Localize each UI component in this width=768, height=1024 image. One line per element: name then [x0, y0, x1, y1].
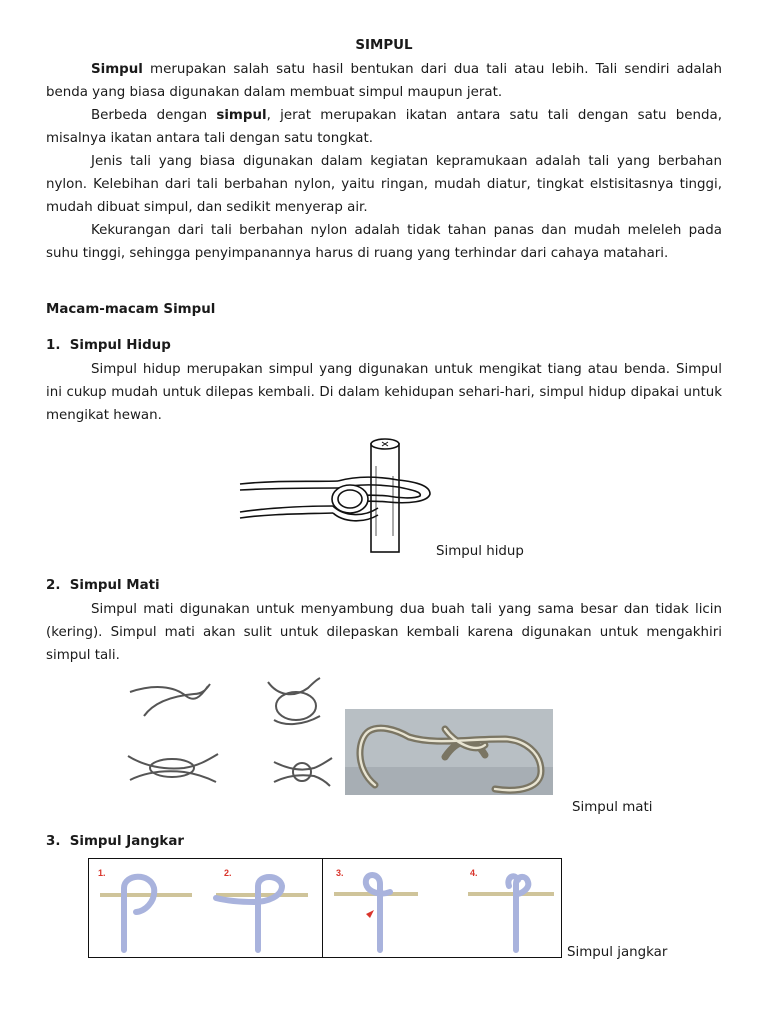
step-label-2: 2.	[224, 868, 232, 878]
simpul-mati-steps-illustration	[124, 676, 334, 800]
knot-heading-hidup: 1. Simpul Hidup	[46, 338, 171, 353]
knot-text-hidup: Simpul hidup merupakan simpul yang digunakan untuk mengikat tiang atau benda. Simpul ini cukup mudah untuk dilepas kembali. Di dalam kehidupan sehari-hari, simpul hidup dipakai untuk mengikat hewan.	[46, 362, 722, 423]
rope-line	[240, 481, 338, 484]
simpul-jangkar-illustration	[88, 858, 562, 959]
simpul-mati-photo	[345, 709, 553, 795]
intro-paragraph-1: Simpul merupakan salah satu hasil bentukan dari dua tali atau lebih. Tali sendiri adalah benda yang biasa digunakan dalam membuat simpul maupun jerat.	[46, 62, 722, 100]
caption-simpul-mati: Simpul mati	[572, 800, 653, 815]
simpul-hidup-illustration	[238, 436, 444, 560]
intro-paragraph-4: Kekurangan dari tali berbahan nylon adalah tidak tahan panas dan mudah meleleh pada suhu tinggi, sehingga penyimpanannya harus di ruang yang terhindar dari cahaya matahari.	[46, 223, 722, 261]
pole-shape	[371, 444, 399, 552]
step-label-4: 4.	[470, 868, 478, 878]
step-label-1: 1.	[98, 868, 106, 878]
section-heading: Macam-macam Simpul	[46, 302, 216, 317]
intro-paragraph-2: Berbeda dengan simpul, jerat merupakan ikatan antara satu tali dengan satu benda, misalnya ikatan antara tali dengan satu tongkat.	[46, 108, 722, 146]
page-title: SIMPUL	[355, 38, 413, 53]
knot-text-mati: Simpul mati digunakan untuk menyambung dua buah tali yang sama besar dan tidak licin (kering). Simpul mati akan sulit untuk dilepaskan kembali karena digunakan untuk mengakhiri simpul tali.	[46, 602, 722, 663]
knot-heading-jangkar: 3. Simpul Jangkar	[46, 834, 184, 849]
caption-simpul-jangkar: Simpul jangkar	[567, 945, 668, 960]
step-label-3: 3.	[336, 868, 344, 878]
simpul-term: Simpul	[91, 62, 143, 77]
knot-heading-mati: 2. Simpul Mati	[46, 578, 160, 593]
simpul-term: simpul	[216, 108, 267, 123]
intro-paragraph-3: Jenis tali yang biasa digunakan dalam kegiatan kepramukaan adalah tali yang berbahan nylon. Kelebihan dari tali berbahan nylon, yaitu ringan, mudah diatur, tingkat elstisitasnya tinggi, mudah dibuat simpul, dan sedikit menyerap air.	[46, 154, 722, 215]
caption-simpul-hidup: Simpul hidup	[436, 544, 524, 559]
